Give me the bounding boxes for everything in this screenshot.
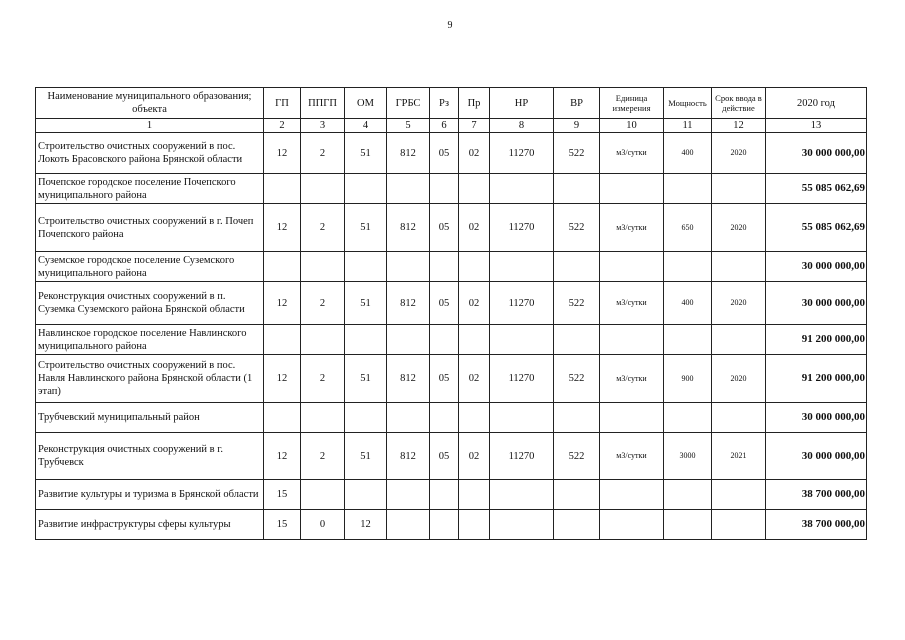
table-row xyxy=(36,480,867,510)
budget-table xyxy=(35,87,867,540)
amount-cell: 38 700 000,00 xyxy=(766,510,867,540)
term-cell: 2020 xyxy=(712,204,766,252)
nr-cell xyxy=(490,510,554,540)
nr-cell: 11270 xyxy=(490,133,554,174)
term-cell: 2020 xyxy=(712,133,766,174)
pr-cell xyxy=(459,174,490,204)
nr-cell xyxy=(490,252,554,282)
grbs-cell xyxy=(387,252,430,282)
nr-cell: 11270 xyxy=(490,204,554,252)
term-cell xyxy=(712,325,766,355)
page-number: 9 xyxy=(447,20,453,31)
amount-cell: 91 200 000,00 xyxy=(766,355,867,403)
om-cell xyxy=(345,403,387,433)
column-number: 2 xyxy=(264,119,301,133)
nr-cell xyxy=(490,403,554,433)
column-number: 8 xyxy=(490,119,554,133)
rz-cell: 05 xyxy=(430,433,459,480)
column-number: 11 xyxy=(664,119,712,133)
nr-cell: 11270 xyxy=(490,355,554,403)
grbs-cell xyxy=(387,510,430,540)
gp-cell: 12 xyxy=(264,355,301,403)
pr-cell: 02 xyxy=(459,433,490,480)
om-cell xyxy=(345,252,387,282)
name-cell: Развитие инфраструктуры сферы культуры xyxy=(36,510,264,540)
header-cell-om: ОМ xyxy=(345,88,387,119)
capacity-cell: 400 xyxy=(664,133,712,174)
table-row xyxy=(36,282,867,325)
term-cell xyxy=(712,174,766,204)
name-cell: Реконструкция очистных сооружений в г. Трубчевск xyxy=(36,433,264,480)
unit-cell xyxy=(600,325,664,355)
amount-cell: 55 085 062,69 xyxy=(766,204,867,252)
name-cell: Трубчевский муниципальный район xyxy=(36,403,264,433)
table-header-row xyxy=(36,88,867,119)
om-cell xyxy=(345,325,387,355)
table-row xyxy=(36,325,867,355)
rz-cell xyxy=(430,325,459,355)
name-cell: Суземское городское поселение Суземского муниципального района xyxy=(36,252,264,282)
vr-cell: 522 xyxy=(554,133,600,174)
unit-cell xyxy=(600,480,664,510)
gp-cell xyxy=(264,252,301,282)
om-cell xyxy=(345,174,387,204)
unit-cell: м3/сутки xyxy=(600,133,664,174)
pr-cell xyxy=(459,480,490,510)
unit-cell xyxy=(600,174,664,204)
grbs-cell xyxy=(387,403,430,433)
rz-cell: 05 xyxy=(430,133,459,174)
rz-cell: 05 xyxy=(430,282,459,325)
column-number: 7 xyxy=(459,119,490,133)
gp-cell: 15 xyxy=(264,510,301,540)
header-cell-gp: ГП xyxy=(264,88,301,119)
amount-cell: 30 000 000,00 xyxy=(766,403,867,433)
grbs-cell: 812 xyxy=(387,133,430,174)
column-number: 1 xyxy=(36,119,264,133)
capacity-cell xyxy=(664,325,712,355)
vr-cell: 522 xyxy=(554,204,600,252)
header-cell-unit: Единица измерения xyxy=(600,88,664,119)
gp-cell xyxy=(264,403,301,433)
capacity-cell: 650 xyxy=(664,204,712,252)
amount-cell: 30 000 000,00 xyxy=(766,282,867,325)
unit-cell xyxy=(600,510,664,540)
name-cell: Развитие культуры и туризма в Брянской области xyxy=(36,480,264,510)
amount-cell: 91 200 000,00 xyxy=(766,325,867,355)
grbs-cell xyxy=(387,174,430,204)
gp-cell: 12 xyxy=(264,433,301,480)
rz-cell: 05 xyxy=(430,204,459,252)
gp-cell: 15 xyxy=(264,480,301,510)
pr-cell: 02 xyxy=(459,355,490,403)
ppgp-cell xyxy=(301,480,345,510)
table-row xyxy=(36,133,867,174)
unit-cell xyxy=(600,252,664,282)
column-number: 9 xyxy=(554,119,600,133)
column-number: 12 xyxy=(712,119,766,133)
table-row xyxy=(36,204,867,252)
name-cell: Навлинское городское поселение Навлинского муниципального района xyxy=(36,325,264,355)
rz-cell xyxy=(430,252,459,282)
name-cell: Строительство очистных сооружений в пос. Навля Навлинского района Брянской области (1 этап) xyxy=(36,355,264,403)
vr-cell: 522 xyxy=(554,355,600,403)
term-cell xyxy=(712,403,766,433)
capacity-cell: 400 xyxy=(664,282,712,325)
term-cell xyxy=(712,480,766,510)
gp-cell xyxy=(264,325,301,355)
unit-cell: м3/сутки xyxy=(600,433,664,480)
column-number-row xyxy=(36,119,867,133)
unit-cell xyxy=(600,403,664,433)
grbs-cell: 812 xyxy=(387,433,430,480)
ppgp-cell xyxy=(301,325,345,355)
grbs-cell: 812 xyxy=(387,282,430,325)
unit-cell: м3/сутки xyxy=(600,204,664,252)
pr-cell: 02 xyxy=(459,282,490,325)
ppgp-cell xyxy=(301,403,345,433)
header-cell-ppgp: ППГП xyxy=(301,88,345,119)
gp-cell xyxy=(264,174,301,204)
ppgp-cell: 0 xyxy=(301,510,345,540)
rz-cell: 05 xyxy=(430,355,459,403)
header-cell-vr: ВР xyxy=(554,88,600,119)
capacity-cell xyxy=(664,403,712,433)
gp-cell: 12 xyxy=(264,204,301,252)
capacity-cell xyxy=(664,174,712,204)
term-cell xyxy=(712,510,766,540)
header-cell-name: Наименование муниципального образования; объекта xyxy=(36,88,264,119)
ppgp-cell: 2 xyxy=(301,133,345,174)
table-row xyxy=(36,433,867,480)
pr-cell: 02 xyxy=(459,204,490,252)
om-cell: 51 xyxy=(345,204,387,252)
capacity-cell xyxy=(664,252,712,282)
header-cell-rz: Рз xyxy=(430,88,459,119)
nr-cell: 11270 xyxy=(490,433,554,480)
nr-cell xyxy=(490,480,554,510)
table-row xyxy=(36,174,867,204)
table-row xyxy=(36,252,867,282)
rz-cell xyxy=(430,510,459,540)
pr-cell xyxy=(459,325,490,355)
amount-cell: 30 000 000,00 xyxy=(766,252,867,282)
term-cell xyxy=(712,252,766,282)
name-cell: Строительство очистных сооружений в пос. Локоть Брасовского района Брянской области xyxy=(36,133,264,174)
ppgp-cell xyxy=(301,174,345,204)
table-row xyxy=(36,510,867,540)
grbs-cell: 812 xyxy=(387,355,430,403)
capacity-cell xyxy=(664,510,712,540)
capacity-cell xyxy=(664,480,712,510)
header-cell-nr: НР xyxy=(490,88,554,119)
grbs-cell: 812 xyxy=(387,204,430,252)
grbs-cell xyxy=(387,480,430,510)
ppgp-cell: 2 xyxy=(301,355,345,403)
nr-cell xyxy=(490,174,554,204)
name-cell: Почепское городское поселение Почепского муниципального района xyxy=(36,174,264,204)
vr-cell xyxy=(554,325,600,355)
vr-cell: 522 xyxy=(554,433,600,480)
name-cell: Строительство очистных сооружений в г. Почеп Почепского района xyxy=(36,204,264,252)
capacity-cell: 900 xyxy=(664,355,712,403)
nr-cell xyxy=(490,325,554,355)
column-number: 10 xyxy=(600,119,664,133)
ppgp-cell: 2 xyxy=(301,433,345,480)
vr-cell xyxy=(554,174,600,204)
term-cell: 2020 xyxy=(712,355,766,403)
om-cell: 51 xyxy=(345,133,387,174)
header-cell-capacity: Мощность xyxy=(664,88,712,119)
unit-cell: м3/сутки xyxy=(600,355,664,403)
table-body xyxy=(36,88,867,540)
vr-cell xyxy=(554,252,600,282)
vr-cell xyxy=(554,510,600,540)
table-row xyxy=(36,403,867,433)
rz-cell xyxy=(430,403,459,433)
amount-cell: 30 000 000,00 xyxy=(766,433,867,480)
column-number: 6 xyxy=(430,119,459,133)
om-cell: 51 xyxy=(345,282,387,325)
ppgp-cell: 2 xyxy=(301,204,345,252)
vr-cell xyxy=(554,480,600,510)
column-number: 4 xyxy=(345,119,387,133)
om-cell: 51 xyxy=(345,355,387,403)
vr-cell: 522 xyxy=(554,282,600,325)
amount-cell: 38 700 000,00 xyxy=(766,480,867,510)
ppgp-cell: 2 xyxy=(301,282,345,325)
gp-cell: 12 xyxy=(264,133,301,174)
pr-cell xyxy=(459,510,490,540)
grbs-cell xyxy=(387,325,430,355)
nr-cell: 11270 xyxy=(490,282,554,325)
column-number: 3 xyxy=(301,119,345,133)
amount-cell: 55 085 062,69 xyxy=(766,174,867,204)
pr-cell xyxy=(459,252,490,282)
pr-cell xyxy=(459,403,490,433)
column-number: 13 xyxy=(766,119,867,133)
header-cell-term: Срок ввода в действие xyxy=(712,88,766,119)
term-cell: 2021 xyxy=(712,433,766,480)
om-cell xyxy=(345,480,387,510)
table-row xyxy=(36,355,867,403)
unit-cell: м3/сутки xyxy=(600,282,664,325)
name-cell: Реконструкция очистных сооружений в п. Суземка Суземского района Брянской области xyxy=(36,282,264,325)
ppgp-cell xyxy=(301,252,345,282)
amount-cell: 30 000 000,00 xyxy=(766,133,867,174)
pr-cell: 02 xyxy=(459,133,490,174)
gp-cell: 12 xyxy=(264,282,301,325)
header-cell-pr: Пр xyxy=(459,88,490,119)
om-cell: 12 xyxy=(345,510,387,540)
header-cell-year: 2020 год xyxy=(766,88,867,119)
vr-cell xyxy=(554,403,600,433)
column-number: 5 xyxy=(387,119,430,133)
header-cell-grbs: ГРБС xyxy=(387,88,430,119)
rz-cell xyxy=(430,480,459,510)
capacity-cell: 3000 xyxy=(664,433,712,480)
om-cell: 51 xyxy=(345,433,387,480)
term-cell: 2020 xyxy=(712,282,766,325)
rz-cell xyxy=(430,174,459,204)
